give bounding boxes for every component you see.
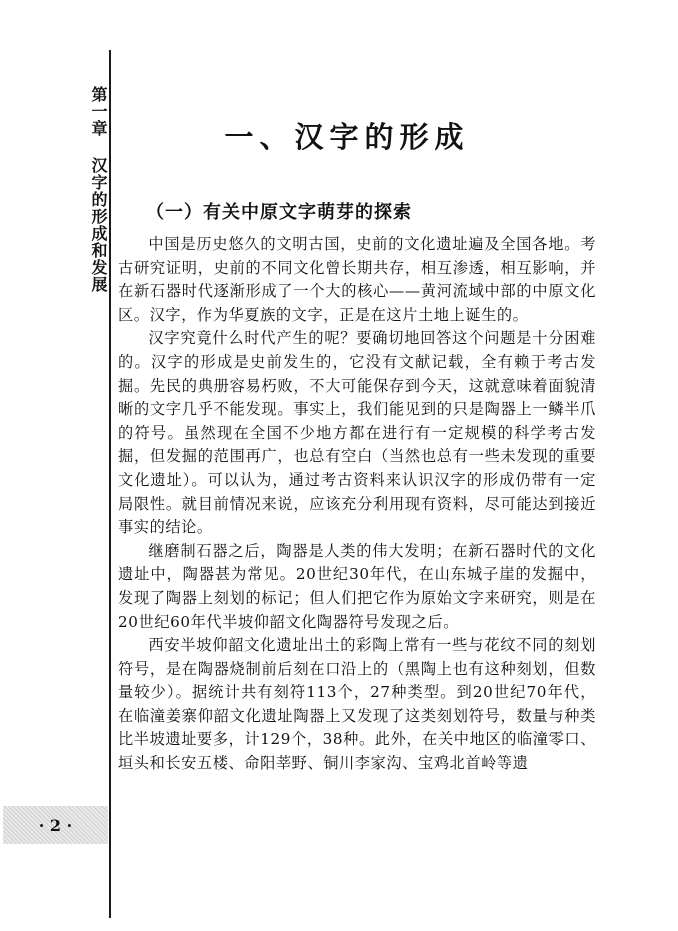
paragraph: 中国是历史悠久的文明古国，史前的文化遗址遍及全国各地。考古研究证明，史前的不同文化曾长期共存，相互渗透，相互影响，并在新石器时代逐渐形成了一个大的核心——黄河流域中部的中原文化区。汉字，作为华夏族的文字，正是在这片土地上诞生的。 [118, 235, 596, 324]
chapter-label: 第一章 汉字的形成和发展 [89, 86, 108, 293]
section-heading: （一）有关中原文字萌芽的探索 [146, 202, 412, 223]
body-text [118, 233, 596, 776]
paragraph: 继磨制石器之后，陶器是人类的伟大发明；在新石器时代的文化遗址中，陶器甚为常见。20世纪30年代，在山东城子崖的发掘中，发现了陶器上刻划的标记；但人们把它作为原始文字来研究，则是在20世纪60年代半坡仰韶文化陶器符号发现之后。 [118, 541, 596, 631]
page-title: 一、汉字的形成 [224, 120, 470, 154]
paragraph: 汉字究竟什么时代产生的呢？要确切地回答这个问题是十分困难的。汉字的形成是史前发生的，它没有文献记载，全有赖于考古发掘。先民的典册容易朽败，不大可能保存到今天，这就意味着面貌清晰的文字几乎不能发现。事实上，我们能见到的只是陶器上一鳞半爪的符号。虽然现在全国不少地方都在进行有一定规模的科学考古发掘，但发掘的范围再广，也总有空白（当然也总有一些未发现的重要文化遗址）。可以认为，通过考古资料来认识汉字的形成仍带有一定局限性。就目前情况来说，应该充分利用现有资料，尽可能达到接近事实的结论。 [118, 329, 596, 537]
paragraph: 西安半坡仰韶文化遗址出土的彩陶上常有一些与花纹不同的刻划符号，是在陶器烧制前后刻在口沿上的（黑陶上也有这种刻划，但数量较少）。据统计共有刻符113个，27种类型。到20世纪70年代，在临潼姜寨仰韶文化遗址陶器上又发现了这类刻划符号，数量与种类比半坡遗址要多，计129个，38种。此外，在关中地区的临潼零口、垣头和长安五楼、命阳莘野、铜川李家沟、宝鸡北首岭等遗 [118, 636, 596, 773]
margin-rule [109, 50, 111, 918]
page-number: · 2 · [3, 806, 108, 844]
